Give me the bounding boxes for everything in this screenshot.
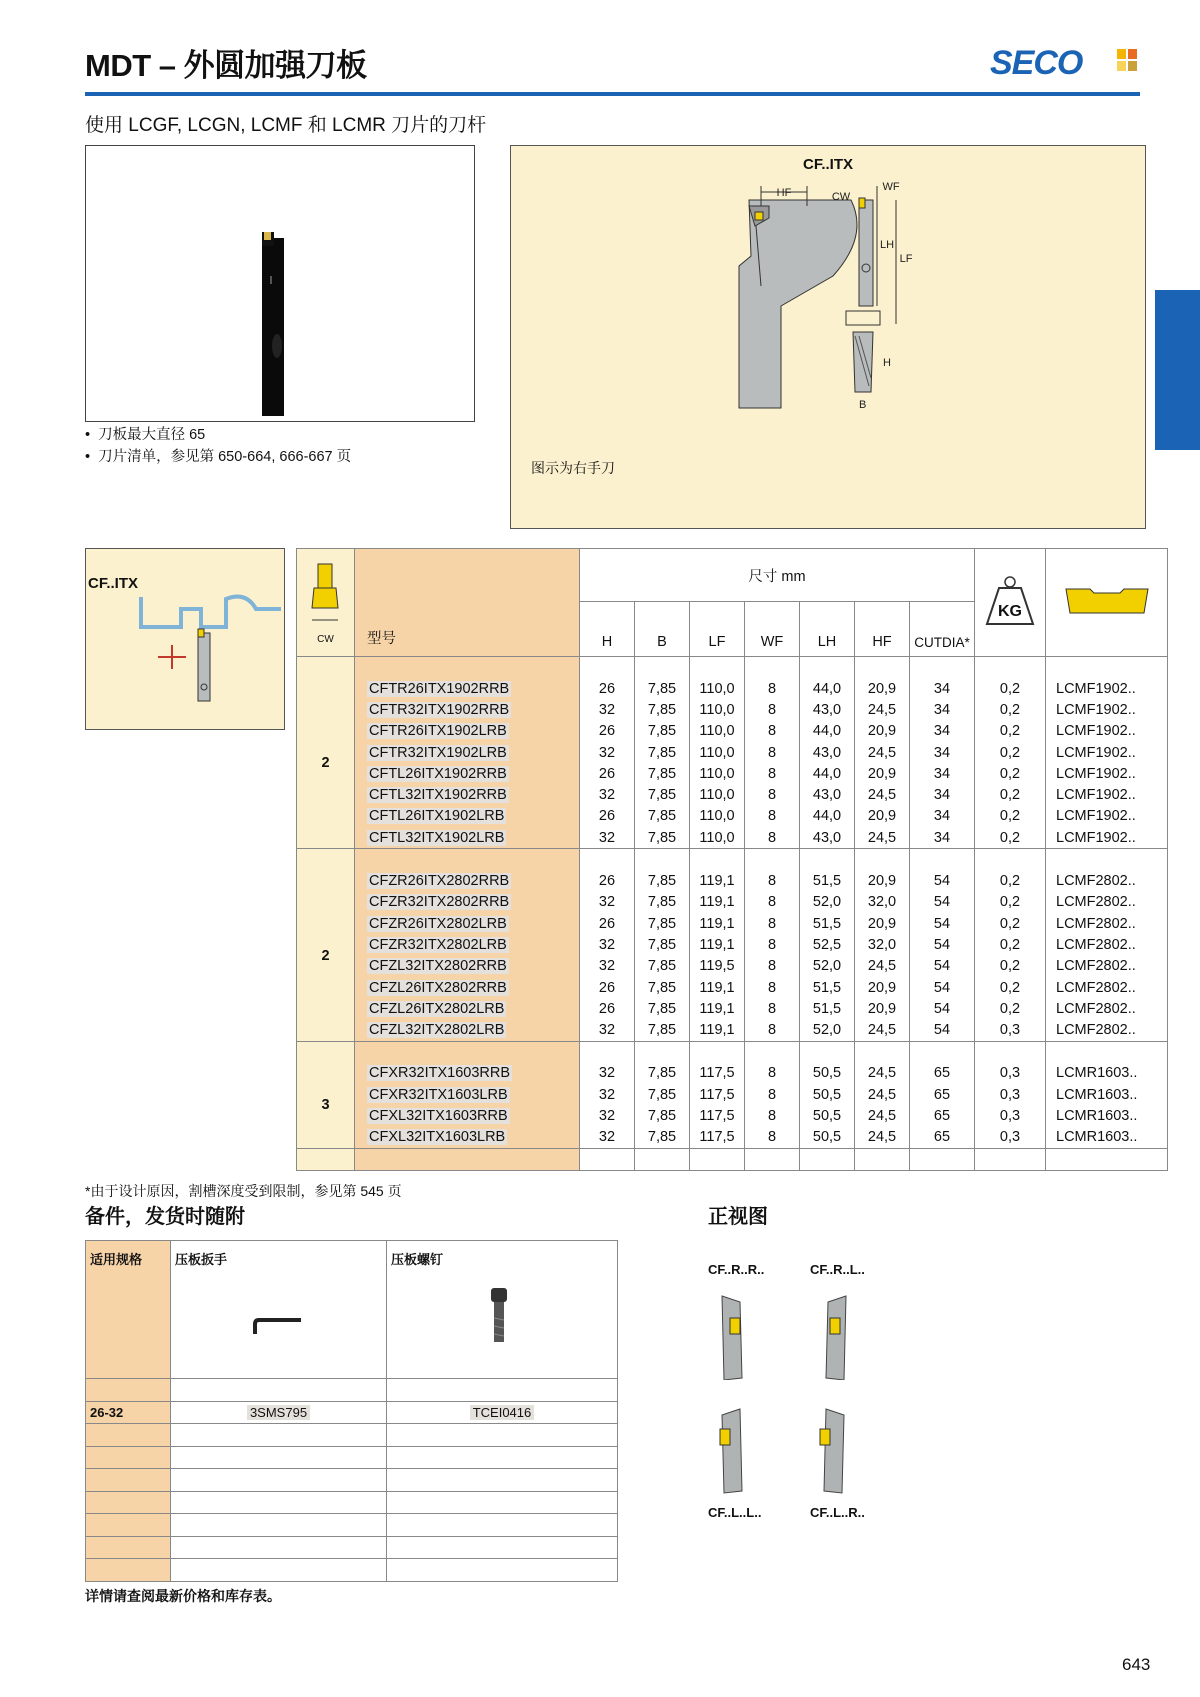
insert-cell: LCMR1603.. (1046, 1127, 1168, 1149)
dim-cell: 119,1 (690, 934, 745, 955)
dim-cell: 26 (580, 678, 635, 699)
weight-cell: 0,2 (975, 678, 1046, 699)
dim-cell: 8 (745, 934, 800, 955)
views-title: 正视图 (708, 1206, 768, 1228)
dim-cell: 8 (745, 806, 800, 827)
dim-cell: 117,5 (690, 1084, 745, 1105)
dim-cell: 24,5 (855, 742, 910, 763)
dim-cell: 8 (745, 721, 800, 742)
insert-cell: LCMF2802.. (1046, 1019, 1168, 1041)
col-header: HF (855, 602, 910, 657)
dim-cell: 54 (910, 934, 975, 955)
dim-cell: 8 (745, 870, 800, 891)
dim-cell: 8 (745, 998, 800, 1019)
dim-cell: 54 (910, 977, 975, 998)
dim-cell: 119,1 (690, 998, 745, 1019)
col-header: H (580, 602, 635, 657)
insert-cell: LCMF1902.. (1046, 699, 1168, 720)
dim-cell: 32 (580, 956, 635, 977)
screw-icon (391, 1268, 606, 1358)
insert-cell: LCMF2802.. (1046, 934, 1168, 955)
type-code: CFTR26ITX1902LRB (355, 721, 580, 742)
dim-cell: 7,85 (635, 784, 690, 805)
weight-cell: 0,2 (975, 763, 1046, 784)
view-label: CF..R..R.. (708, 1262, 765, 1277)
dim-cell: 24,5 (855, 1084, 910, 1105)
table-row (297, 956, 1168, 977)
table-row (297, 827, 1168, 849)
dim-wf: WF (882, 181, 900, 193)
dim-cell: 34 (910, 827, 975, 849)
dim-cell: 7,85 (635, 870, 690, 891)
dim-b: B (859, 399, 867, 411)
table-row (297, 870, 1168, 891)
dim-cell: 44,0 (800, 721, 855, 742)
dim-cell: 8 (745, 1127, 800, 1149)
dim-cell: 34 (910, 806, 975, 827)
type-code: CFZR32ITX2802LRB (355, 934, 580, 955)
dim-cell: 7,85 (635, 934, 690, 955)
table-row (297, 1127, 1168, 1149)
dim-cell: 24,5 (855, 956, 910, 977)
dim-cell: 24,5 (855, 827, 910, 849)
dim-cell: 54 (910, 998, 975, 1019)
acc-header: 压板螺钉 (391, 1252, 444, 1267)
dim-cell: 26 (580, 763, 635, 784)
dim-cell: 50,5 (800, 1127, 855, 1149)
groove-application-icon (86, 549, 284, 729)
type-code: CFXL32ITX1603RRB (355, 1105, 580, 1126)
dim-cell: 20,9 (855, 678, 910, 699)
type-code: CFZR26ITX2802RRB (355, 870, 580, 891)
col-header: LH (800, 602, 855, 657)
dim-cell: 117,5 (690, 1105, 745, 1126)
dim-cell: 51,5 (800, 870, 855, 891)
weight-cell: 0,2 (975, 998, 1046, 1019)
dim-cell: 7,85 (635, 913, 690, 934)
diagram-title: CF..ITX (802, 156, 853, 173)
col-header: CUTDIA* (910, 602, 975, 657)
dim-cell: 117,5 (690, 1127, 745, 1149)
dim-cell: 117,5 (690, 1063, 745, 1084)
dim-cell: 54 (910, 870, 975, 891)
acc-header-wrench (171, 1241, 387, 1379)
dim-cell: 24,5 (855, 1063, 910, 1084)
insert-cell: LCMF1902.. (1046, 806, 1168, 827)
dim-lh: LH (879, 239, 895, 251)
dim-cell: 34 (910, 678, 975, 699)
dim-cell: 32 (580, 934, 635, 955)
dim-cell: 32 (580, 1063, 635, 1084)
dim-cell: 8 (745, 913, 800, 934)
type-code: CFZL32ITX2802LRB (355, 1019, 580, 1041)
weight-cell: 0,3 (975, 1063, 1046, 1084)
dim-cell: 52,0 (800, 956, 855, 977)
type-code: CFZR32ITX2802RRB (355, 892, 580, 913)
spacer-row (297, 849, 1168, 871)
weight-cell: 0,2 (975, 977, 1046, 998)
dim-cell: 7,85 (635, 956, 690, 977)
bullet-item: • 刀片清单，参见第 650-664, 666-667 页 (85, 446, 351, 468)
kg-label: KG (998, 602, 1022, 620)
dim-cell: 20,9 (855, 763, 910, 784)
dim-cell: 50,5 (800, 1105, 855, 1126)
specification-table (296, 548, 1168, 1171)
mini-diagram-title: CF..ITX (88, 575, 139, 592)
dim-cell: 8 (745, 742, 800, 763)
dim-cell: 50,5 (800, 1063, 855, 1084)
dim-cell: 54 (910, 913, 975, 934)
dim-cell: 20,9 (855, 977, 910, 998)
type-code: CFZR26ITX2802LRB (355, 913, 580, 934)
dim-cell: 7,85 (635, 763, 690, 784)
dim-cell: 8 (745, 1019, 800, 1041)
table-row (297, 763, 1168, 784)
insert-cell: LCMF2802.. (1046, 913, 1168, 934)
seco-logo-mark-icon (1117, 49, 1137, 71)
table-row (297, 913, 1168, 934)
dim-cell: 34 (910, 699, 975, 720)
dim-cell: 32 (580, 1084, 635, 1105)
dim-cell: 32 (580, 1127, 635, 1149)
spacer-row (297, 1148, 1168, 1170)
table-row (297, 977, 1168, 998)
insert-cell: LCMF1902.. (1046, 827, 1168, 849)
table-row (297, 678, 1168, 699)
dim-cell: 54 (910, 892, 975, 913)
type-code: CFTL32ITX1902RRB (355, 784, 580, 805)
weight-cell: 0,2 (975, 870, 1046, 891)
dim-cell: 44,0 (800, 763, 855, 784)
dim-cell: 24,5 (855, 784, 910, 805)
dim-cell: 32,0 (855, 892, 910, 913)
weight-cell: 0,2 (975, 806, 1046, 827)
dim-cell: 8 (745, 678, 800, 699)
weight-cell: 0,2 (975, 827, 1046, 849)
dim-cell: 7,85 (635, 1084, 690, 1105)
spacer-row (297, 1041, 1168, 1063)
dim-cell: 20,9 (855, 721, 910, 742)
insert-shape-icon (1060, 581, 1154, 621)
dim-cell: 7,85 (635, 721, 690, 742)
table-row (297, 1084, 1168, 1105)
col-header: LF (690, 602, 745, 657)
type-code: CFXR32ITX1603LRB (355, 1084, 580, 1105)
insert-cell: LCMF2802.. (1046, 892, 1168, 913)
dim-cell: 119,1 (690, 913, 745, 934)
type-code: CFZL32ITX2802RRB (355, 956, 580, 977)
dim-cell: 54 (910, 956, 975, 977)
table-row (297, 998, 1168, 1019)
insert-cell: LCMF1902.. (1046, 763, 1168, 784)
insert-cell: LCMF1902.. (1046, 721, 1168, 742)
seco-logo: SECO (990, 44, 1083, 82)
weight-cell: 0,2 (975, 956, 1046, 977)
view-label: CF..R..L.. (810, 1262, 865, 1277)
insert-cell: LCMR1603.. (1046, 1105, 1168, 1126)
dim-cell: 24,5 (855, 1019, 910, 1041)
col-header: WF (745, 602, 800, 657)
table-row (297, 1019, 1168, 1041)
dim-cell: 32 (580, 1105, 635, 1126)
bottom-note: 详情请查阅最新价格和库存表。 (85, 1588, 281, 1604)
dim-cell: 32 (580, 699, 635, 720)
dim-cell: 26 (580, 977, 635, 998)
page-subtitle: 使用 LCGF, LCGN, LCMF 和 LCMR 刀片的刀杆 (85, 115, 487, 136)
dim-cell: 20,9 (855, 870, 910, 891)
weight-cell: 0,3 (975, 1084, 1046, 1105)
dim-cell: 34 (910, 763, 975, 784)
dim-cell: 8 (745, 956, 800, 977)
cw-value: 3 (297, 1063, 355, 1149)
product-photo (85, 145, 475, 422)
dim-cell: 34 (910, 742, 975, 763)
dim-cell: 8 (745, 892, 800, 913)
dim-cell: 34 (910, 721, 975, 742)
wrench-icon (175, 1268, 375, 1358)
type-code: CFTR32ITX1902LRB (355, 742, 580, 763)
dim-cell: 26 (580, 806, 635, 827)
dim-cell: 110,0 (690, 827, 745, 849)
weight-cell: 0,2 (975, 699, 1046, 720)
type-code: CFTL26ITX1902LRB (355, 806, 580, 827)
dim-cell: 32 (580, 892, 635, 913)
type-code: CFTL26ITX1902RRB (355, 763, 580, 784)
feature-bullets (85, 424, 351, 468)
dim-cell: 51,5 (800, 998, 855, 1019)
weight-cell: 0,3 (975, 1127, 1046, 1149)
dim-cell: 24,5 (855, 1127, 910, 1149)
toolholder-photo-icon (86, 146, 474, 421)
dim-cell: 8 (745, 827, 800, 849)
insert-cell: LCMR1603.. (1046, 1084, 1168, 1105)
acc-header: 压板扳手 (175, 1252, 228, 1267)
dim-cell: 119,5 (690, 956, 745, 977)
dim-cell: 7,85 (635, 742, 690, 763)
dim-cell: 65 (910, 1105, 975, 1126)
dim-cell: 8 (745, 1063, 800, 1084)
dim-cell: 26 (580, 721, 635, 742)
dimension-diagram (510, 145, 1146, 529)
cw-value: 2 (297, 678, 355, 849)
dim-cell: 7,85 (635, 806, 690, 827)
weight-cell: 0,2 (975, 721, 1046, 742)
dim-cell: 44,0 (800, 806, 855, 827)
type-code: CFZL26ITX2802LRB (355, 998, 580, 1019)
dim-cell: 7,85 (635, 827, 690, 849)
dim-cell: 43,0 (800, 827, 855, 849)
insert-cell: LCMF2802.. (1046, 956, 1168, 977)
dim-cell: 32,0 (855, 934, 910, 955)
cw-label: CW (317, 634, 334, 645)
dim-cell: 26 (580, 913, 635, 934)
table-row (297, 699, 1168, 720)
dim-cell: 7,85 (635, 892, 690, 913)
cw-value: 2 (297, 870, 355, 1041)
dim-cell: 119,1 (690, 1019, 745, 1041)
weight-cell: 0,2 (975, 913, 1046, 934)
table-row (297, 806, 1168, 827)
dim-cell: 7,85 (635, 1105, 690, 1126)
dim-cell: 51,5 (800, 977, 855, 998)
dim-cell: 7,85 (635, 998, 690, 1019)
dim-cell: 8 (745, 699, 800, 720)
spacer-row (297, 657, 1168, 679)
dim-cell: 7,85 (635, 678, 690, 699)
dim-cell: 50,5 (800, 1084, 855, 1105)
dim-cw: CW (831, 191, 851, 203)
dim-cell: 34 (910, 784, 975, 805)
dim-cell: 7,85 (635, 1127, 690, 1149)
dim-cell: 8 (745, 977, 800, 998)
section-tab (1155, 290, 1200, 450)
front-view-bottom-icon (700, 1405, 880, 1500)
insert-cell: LCMF2802.. (1046, 977, 1168, 998)
dims-header: 尺寸 mm (580, 549, 975, 602)
spec-body (297, 657, 1168, 1171)
view-label: CF..L..R.. (810, 1505, 865, 1520)
table-row (297, 1105, 1168, 1126)
dim-cell: 7,85 (635, 977, 690, 998)
header-rule (85, 92, 1140, 96)
dim-cell: 8 (745, 784, 800, 805)
weight-cell: 0,2 (975, 742, 1046, 763)
weight-icon (983, 574, 1037, 628)
type-code: CFZL26ITX2802RRB (355, 977, 580, 998)
page-number: 643 (1122, 1655, 1151, 1674)
dim-cell: 26 (580, 870, 635, 891)
acc-screw-code: TCEI0416 (387, 1401, 618, 1424)
insert-cell: LCMF2802.. (1046, 998, 1168, 1019)
dim-cell: 110,0 (690, 742, 745, 763)
table-row (297, 721, 1168, 742)
dim-cell: 65 (910, 1084, 975, 1105)
dim-cell: 110,0 (690, 806, 745, 827)
acc-size: 26-32 (86, 1401, 171, 1424)
view-label: CF..L..L.. (708, 1505, 762, 1520)
table-row (297, 784, 1168, 805)
page-title: MDT – 外圆加强刀板 (85, 48, 367, 83)
dim-cell: 32 (580, 827, 635, 849)
dim-cell: 119,1 (690, 870, 745, 891)
dim-cell: 32 (580, 1019, 635, 1041)
dim-cell: 43,0 (800, 742, 855, 763)
insert-cell: LCMF1902.. (1046, 784, 1168, 805)
application-diagram (85, 548, 285, 730)
dim-cell: 110,0 (690, 763, 745, 784)
acc-header-screw (387, 1241, 618, 1379)
dim-cell: 26 (580, 998, 635, 1019)
acc-wrench-code: 3SMS795 (171, 1401, 387, 1424)
dim-cell: 51,5 (800, 913, 855, 934)
weight-cell: 0,2 (975, 934, 1046, 955)
insert-width-icon (306, 560, 346, 630)
dim-cell: 24,5 (855, 699, 910, 720)
weight-cell: 0,3 (975, 1105, 1046, 1126)
dim-cell: 52,0 (800, 892, 855, 913)
dim-cell: 110,0 (690, 784, 745, 805)
dim-cell: 65 (910, 1063, 975, 1084)
dim-cell: 32 (580, 784, 635, 805)
table-row (297, 742, 1168, 763)
insert-cell: LCMR1603.. (1046, 1063, 1168, 1084)
insert-header (1046, 549, 1168, 657)
front-view-top-icon (700, 1290, 880, 1380)
dim-cell: 44,0 (800, 678, 855, 699)
dim-cell: 110,0 (690, 721, 745, 742)
dim-cell: 54 (910, 1019, 975, 1041)
acc-header: 适用规格 (86, 1241, 171, 1379)
dim-cell: 32 (580, 742, 635, 763)
table-row (297, 934, 1168, 955)
cw-header-cell (297, 549, 355, 657)
dim-cell: 52,5 (800, 934, 855, 955)
type-code: CFTR26ITX1902RRB (355, 678, 580, 699)
insert-cell: LCMF1902.. (1046, 678, 1168, 699)
bullet-item: • 刀板最大直径 65 (85, 424, 351, 446)
weight-cell: 0,2 (975, 892, 1046, 913)
right-hand-note: 图示为右手刀 (531, 460, 615, 476)
footnote: *由于设计原因，割槽深度受到限制，参见第 545 页 (85, 1183, 402, 1199)
dim-cell: 24,5 (855, 1105, 910, 1126)
dim-cell: 8 (745, 763, 800, 784)
dim-cell: 43,0 (800, 784, 855, 805)
dim-cell: 119,1 (690, 892, 745, 913)
dim-cell: 110,0 (690, 699, 745, 720)
type-code: CFTR32ITX1902RRB (355, 699, 580, 720)
dim-cell: 20,9 (855, 913, 910, 934)
table-row (297, 892, 1168, 913)
dim-cell: 8 (745, 1105, 800, 1126)
col-header: B (635, 602, 690, 657)
dim-cell: 43,0 (800, 699, 855, 720)
table-row (297, 1063, 1168, 1084)
type-code: CFXL32ITX1603LRB (355, 1127, 580, 1149)
weight-cell: 0,3 (975, 1019, 1046, 1041)
dim-hf: HF (776, 187, 792, 199)
insert-cell: LCMF1902.. (1046, 742, 1168, 763)
dim-cell: 7,85 (635, 1019, 690, 1041)
type-header: 型号 (355, 549, 580, 657)
dim-cell: 52,0 (800, 1019, 855, 1041)
insert-cell: LCMF2802.. (1046, 870, 1168, 891)
type-code: CFXR32ITX1603RRB (355, 1063, 580, 1084)
accessories-title: 备件，发货时随附 (85, 1206, 245, 1228)
kg-header (975, 549, 1046, 657)
dim-cell: 7,85 (635, 1063, 690, 1084)
dim-lf: LF (899, 253, 913, 265)
accessories-table (85, 1240, 618, 1582)
dim-cell: 65 (910, 1127, 975, 1149)
dim-h: H (883, 357, 891, 369)
dim-cell: 20,9 (855, 998, 910, 1019)
dim-cell: 20,9 (855, 806, 910, 827)
weight-cell: 0,2 (975, 784, 1046, 805)
type-code: CFTL32ITX1902LRB (355, 827, 580, 849)
dim-cell: 110,0 (690, 678, 745, 699)
dim-cell: 119,1 (690, 977, 745, 998)
dim-cell: 7,85 (635, 699, 690, 720)
dim-cell: 8 (745, 1084, 800, 1105)
